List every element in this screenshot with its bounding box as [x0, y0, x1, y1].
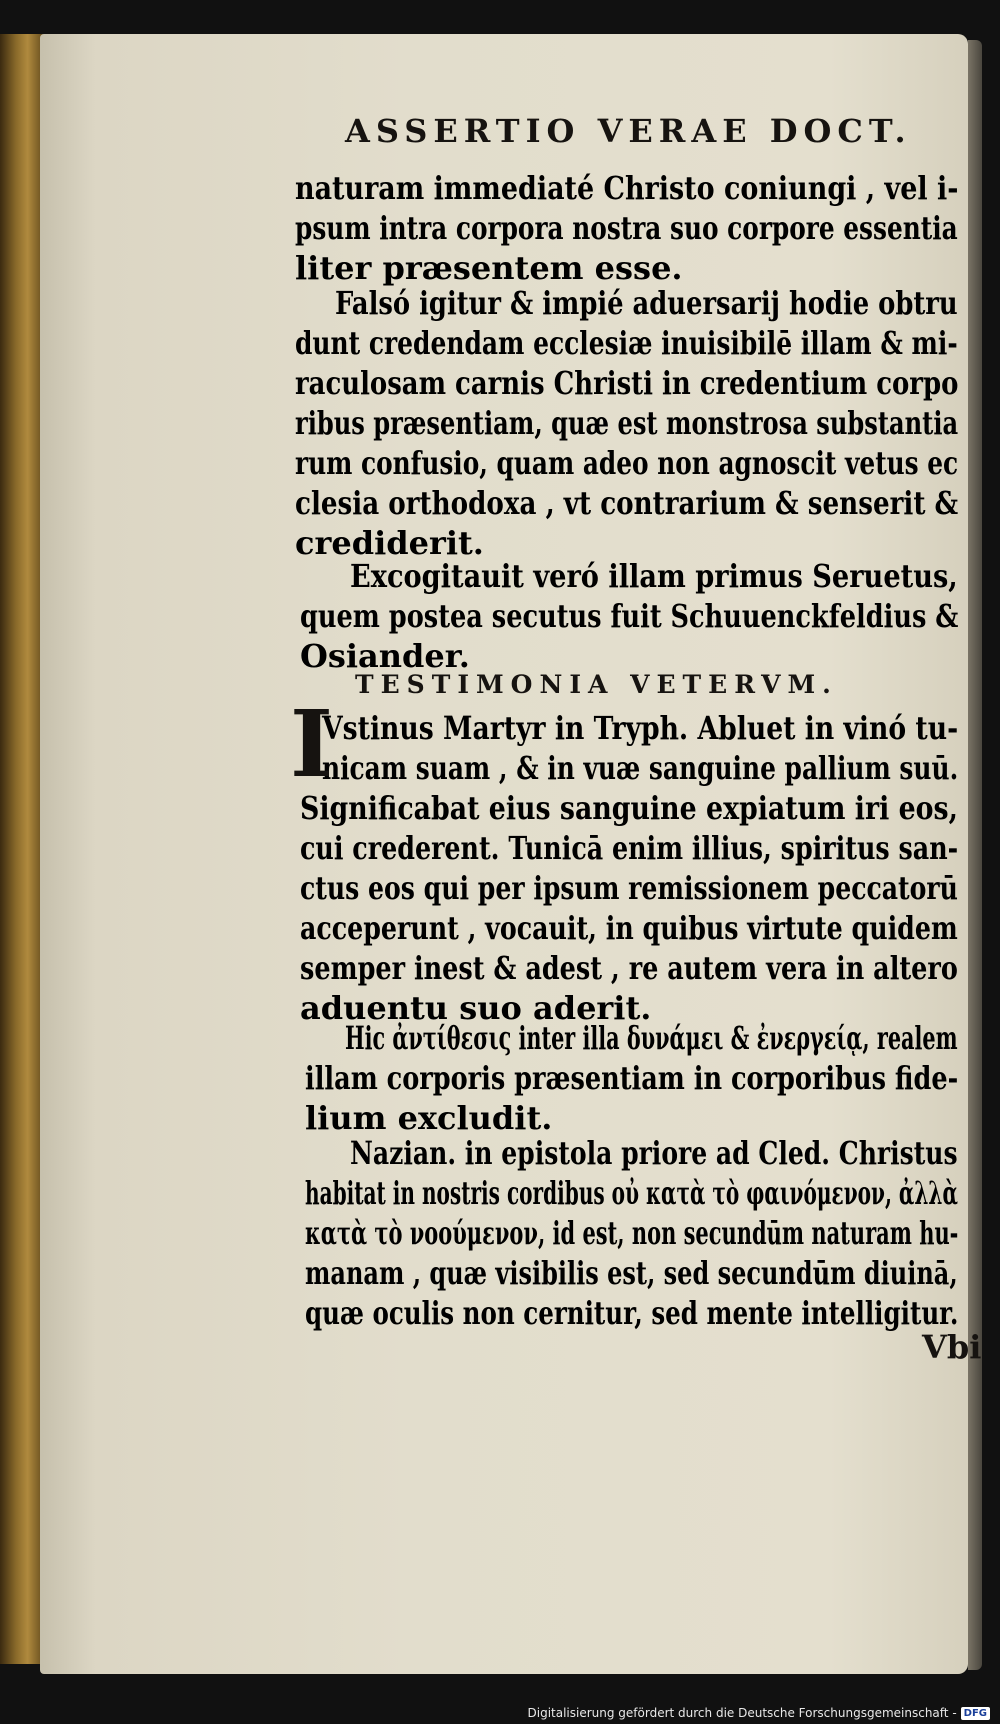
digitization-credit [528, 1706, 991, 1720]
running-head: ASSERTIO VERAE DOCT. [345, 112, 912, 150]
dfg-logo: DFG [961, 1707, 990, 1720]
text-line: naturam immediaté Christo coniungi , vel i- [295, 169, 959, 207]
catchword: Vbi [922, 1328, 982, 1366]
text-line: quem postea secutus fuit Schuuenckfeldius & [300, 597, 959, 635]
text-line: Vstinus Martyr in Tryph. Abluet in vinó tu- [322, 709, 959, 747]
text-line: ctus eos qui per ipsum remissionem peccatorū [300, 869, 958, 907]
text-line: lium excludit. [305, 1099, 553, 1137]
text-line: Excogitauit veró illam primus Seruetus, [350, 557, 958, 595]
text-line: quæ oculis non cernitur, sed mente intelligitur. [305, 1294, 959, 1332]
text-line: clesia orthodoxa , vt contrarium & senserit & [295, 484, 959, 522]
text-line: Significabat eius sanguine expiatum iri eos, [300, 789, 958, 827]
text-line: aduentu suo aderit. [300, 989, 652, 1027]
text-line: psum intra corpora nostra suo corpore essentia [295, 209, 958, 247]
text-line: raculosam carnis Christi in credentium corpo [295, 364, 959, 402]
text-line: crediderit. [295, 524, 484, 562]
text-line: liter præsentem esse. [295, 249, 683, 287]
text-line: dunt credendam ecclesiæ inuisibilē illam & mi- [295, 324, 958, 362]
text-line: semper inest & adest , re autem vera in altero [300, 949, 958, 987]
text-line: Falsó igitur & impié aduersarij hodie obtru [335, 284, 958, 322]
text-line: manam , quæ visibilis est, sed secundūm diuinā, [305, 1254, 958, 1292]
text-line: Nazian. in epistola priore ad Cled. Christus [350, 1134, 958, 1172]
drop-capital: I [290, 690, 334, 798]
text-line: nicam suam , & in vuæ sanguine pallium suū. [322, 749, 959, 787]
text-line: habitat in nostris cordibus οὐ κατὰ τὸ φαινόμενον, ἀλλὰ [305, 1174, 958, 1212]
text-line: acceperunt , vocauit, in quibus virtute quidem [300, 909, 958, 947]
section-heading: TESTIMONIA VETERVM. [355, 670, 838, 699]
text-line: ribus præsentiam, quæ est monstrosa substantia [295, 404, 959, 442]
text-line: rum confusio, quam adeo non agnoscit vetus ec [295, 444, 959, 482]
text-line: Hic ἀντίθεσις inter illa δυνάμει & ἐνεργείᾳ, realem [345, 1019, 958, 1057]
text-line: Osiander. [300, 637, 470, 675]
text-line: cui crederent. Tunicā enim illius, spiritus san- [300, 829, 959, 867]
page-edge [968, 40, 982, 1670]
text-line: κατὰ τὸ νοούμενον, id est, non secundūm naturam hu- [305, 1214, 959, 1252]
text-line: illam corporis præsentiam in corporibus fide- [305, 1059, 959, 1097]
credit-text: Digitalisierung gefördert durch die Deutsche Forschungsgemeinschaft - [527, 1706, 957, 1720]
